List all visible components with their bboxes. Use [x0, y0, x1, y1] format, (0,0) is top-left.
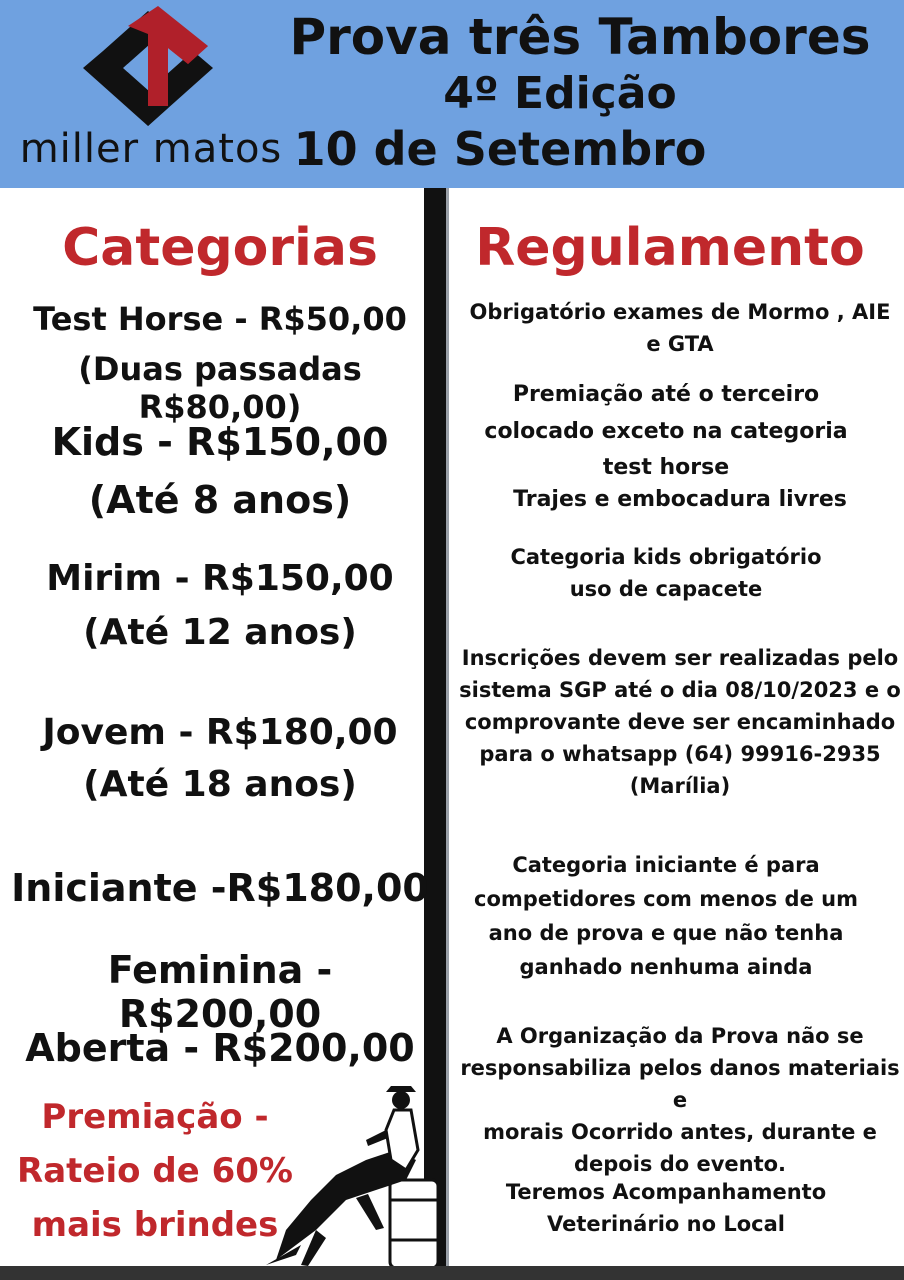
category-jovem-note: (Até 18 anos): [83, 764, 357, 805]
categorias-heading: Categorias: [62, 218, 378, 278]
category-feminina: Feminina - R$200,00: [107, 948, 333, 1036]
rule-responsabilidade: [456, 1020, 904, 1180]
rule-line: Categoria iniciante é para: [512, 853, 820, 877]
event-edition: 4º Edição: [443, 68, 677, 119]
rule-line: sistema SGP até o dia 08/10/2023 e o: [459, 678, 901, 702]
rule-line: (Marília): [629, 774, 731, 798]
premiacao-line: Premiação -: [41, 1097, 269, 1137]
category-test-horse: Test Horse - R$50,00: [33, 300, 407, 338]
regulamento-heading: Regulamento: [475, 218, 865, 278]
rule-trajes: Trajes e embocadura livres: [513, 487, 847, 512]
barrel-racer-illustration-icon: [256, 1080, 446, 1270]
rule-line: ano de prova e que não tenha: [488, 921, 844, 945]
footer-bar: [0, 1266, 904, 1280]
rule-line: Veterinário no Local: [547, 1212, 785, 1236]
premiacao-line: Rateio de 60%: [17, 1151, 293, 1191]
rule-line: competidores com menos de um: [474, 887, 858, 911]
rule-line: comprovante deve ser encaminhado: [464, 710, 896, 734]
rule-line: responsabiliza pelos danos materiais e: [460, 1056, 900, 1112]
rule-line: Premiação até o terceiro: [512, 382, 820, 407]
rule-line: Categoria kids obrigatório: [510, 545, 822, 569]
rule-exames: [456, 296, 904, 360]
category-aberta: Aberta - R$200,00: [25, 1026, 415, 1070]
rule-premiacao: [446, 376, 886, 450]
category-test-horse-note: (Duas passadas R$80,00): [78, 350, 362, 426]
rule-line: ganhado nenhuma ainda: [519, 955, 813, 979]
rule-kids-capacete: [446, 541, 886, 605]
category-mirim-note: (Até 12 anos): [83, 612, 357, 653]
category-kids: Kids - R$150,00: [51, 420, 389, 464]
category-iniciante: Iniciante -R$180,00: [11, 866, 429, 910]
rule-inscricoes: [456, 642, 904, 802]
header-banner: [0, 0, 904, 188]
rule-test-horse: test horse: [602, 455, 730, 480]
event-title: Prova três Tambores: [289, 8, 871, 66]
rule-veterinario: [446, 1176, 886, 1240]
category-jovem: Jovem - R$180,00: [42, 712, 398, 753]
rule-line: Teremos Acompanhamento: [505, 1180, 827, 1204]
rule-iniciante: [446, 848, 886, 984]
rule-line: Obrigatório exames de Mormo , AIE: [469, 300, 891, 324]
category-kids-note: (Até 8 anos): [88, 478, 352, 522]
premiacao-line: mais brindes: [31, 1205, 279, 1245]
rule-line: uso de capacete: [569, 577, 763, 601]
rule-line: depois do evento.: [573, 1152, 787, 1176]
category-mirim: Mirim - R$150,00: [46, 558, 394, 599]
rule-line: morais Ocorrido antes, durante e: [483, 1120, 877, 1144]
column-divider-shadow: [446, 188, 449, 1280]
brand-name: miller matos: [19, 126, 283, 172]
event-date: 10 de Setembro: [293, 122, 707, 176]
rule-line: para o whatsapp (64) 99916-2935: [479, 742, 881, 766]
rule-line: e GTA: [646, 332, 714, 356]
rule-line: Inscrições devem ser realizadas pelo: [461, 646, 899, 670]
rule-line: colocado exceto na categoria: [484, 419, 848, 444]
rule-line: A Organização da Prova não se: [496, 1024, 864, 1048]
